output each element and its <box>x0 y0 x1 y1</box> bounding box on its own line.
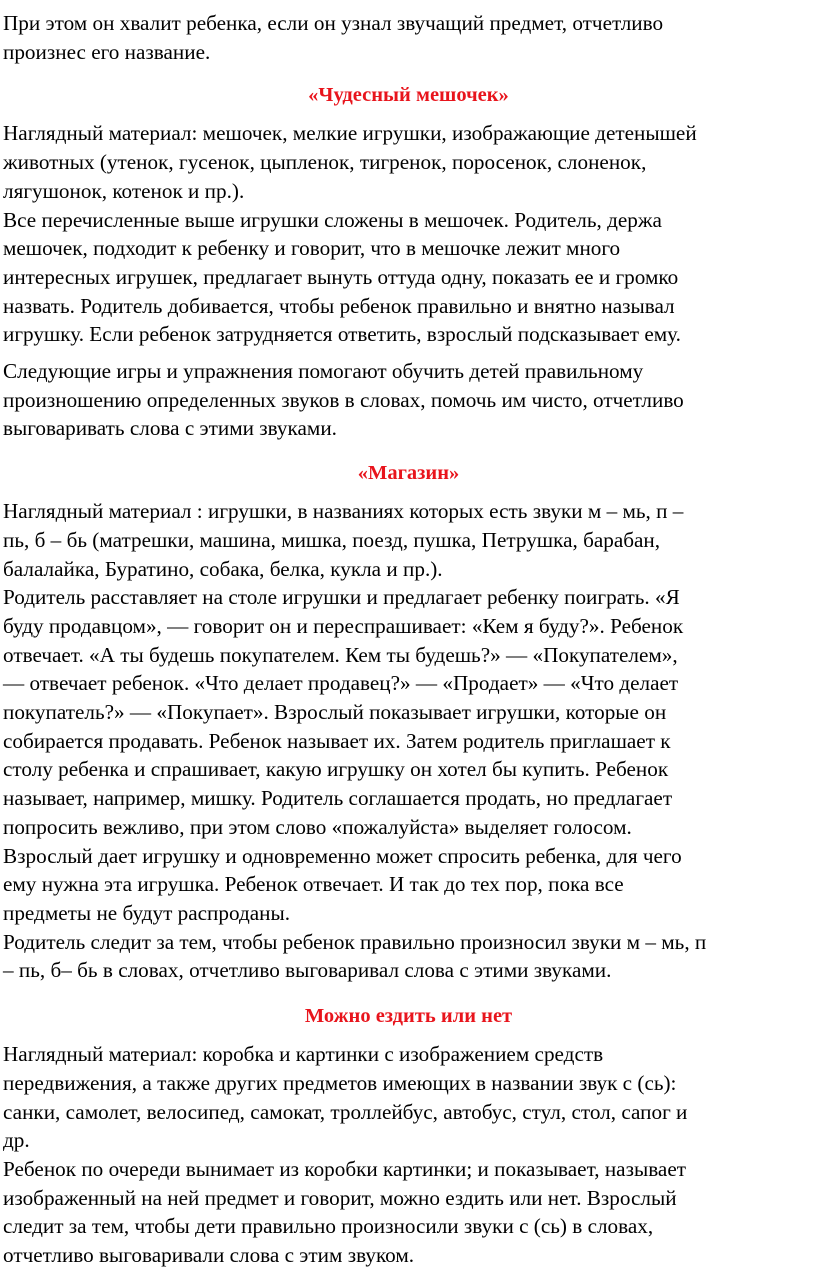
heading-wonderful-bag: «Чудесный мешочек» <box>308 84 509 107</box>
intro-paragraph: При этом он хвалит ребенка, если он узнал звучащий предмет, отчетливо произнес его название. <box>3 11 664 64</box>
games-intro-paragraph: Следующие игры и упражнения помогают обучить детей правильному произношению определенных звуков в словах, помочь им чисто, отчетливо выговаривать слова с этими звуками. <box>3 359 684 441</box>
heading-shop: «Магазин» <box>357 462 460 485</box>
can-ride-paragraph: Наглядный материал: коробка и картинки с изображением средств передвижения, а также других предметов имеющих в названии звук с (сь): санки, самолет, велосипед, самокат, троллейбус, автобус, стул, стол, сапог и др. Ребенок по очереди вынимает из коробки картинки; и показывает, называет изображенный на ней предмет и говорит, можно ездить или нет. Взрослый следит за тем, чтобы дети правильно произносили звуки с (сь) в словах, отчетливо выговаривали слова с этим звуком. <box>3 1042 688 1268</box>
shop-paragraph: Наглядный материал : игрушки, в названиях которых есть звуки м – мь, п – пь, б – бь (матрешки, машина, мишка, поезд, пушка, Петрушка, барабан, балалайка, Буратино, собака, белка, кукла и пр.). Родитель расставляет на столе игрушки и предлагает ребенку поиграть. «Я буду продавцом», — говорит он и переспрашивает: «Кем я буду?». Ребенок отвечает. «А ты будешь покупателем. Кем ты будешь?» — «Покупателем», — отвечает ребенок. «Что делает продавец?» — «Продает» — «Что делает покупатель?» — «Покупает». Взрослый показывает игрушки, которые он собирается продавать. Ребенок называет их. Затем родитель приглашает к столу ребенка и спрашивает, какую игрушку он хотел бы купить. Ребенок называет, например, мишку. Родитель соглашается продать, но предлагает попросить вежливо, при этом слово «пожалуйста» выделяет голосом. Взрослый дает игрушку и одновременно может спросить ребенка, для чего ему нужна эта игрушка. Ребенок отвечает. И так до тех пор, пока все предметы не будут распроданы. Родитель следит за тем, чтобы ребенок правильно произносил звуки м – мь, п – пь, б– бь в словах, отчетливо выговаривал слова с этими звуками. <box>3 499 707 983</box>
heading-can-ride: Можно ездить или нет <box>304 1005 513 1028</box>
wonderful-bag-paragraph: Наглядный материал: мешочек, мелкие игрушки, изображающие детенышей животных (утенок, гусенок, цыпленок, тигренок, поросенок, слоненок, лягушонок, котенок и пр.). Все перечисленные выше игрушки сложены в мешочек. Родитель, держа мешочек, подходит к ребенку и говорит, что в мешочке лежит много интересных игрушек, предлагает вынуть оттуда одну, показать ее и громко назвать. Родитель добивается, чтобы ребенок правильно и внятно называл игрушку. Если ребенок затрудняется ответить, взрослый подсказывает ему. <box>3 121 697 347</box>
